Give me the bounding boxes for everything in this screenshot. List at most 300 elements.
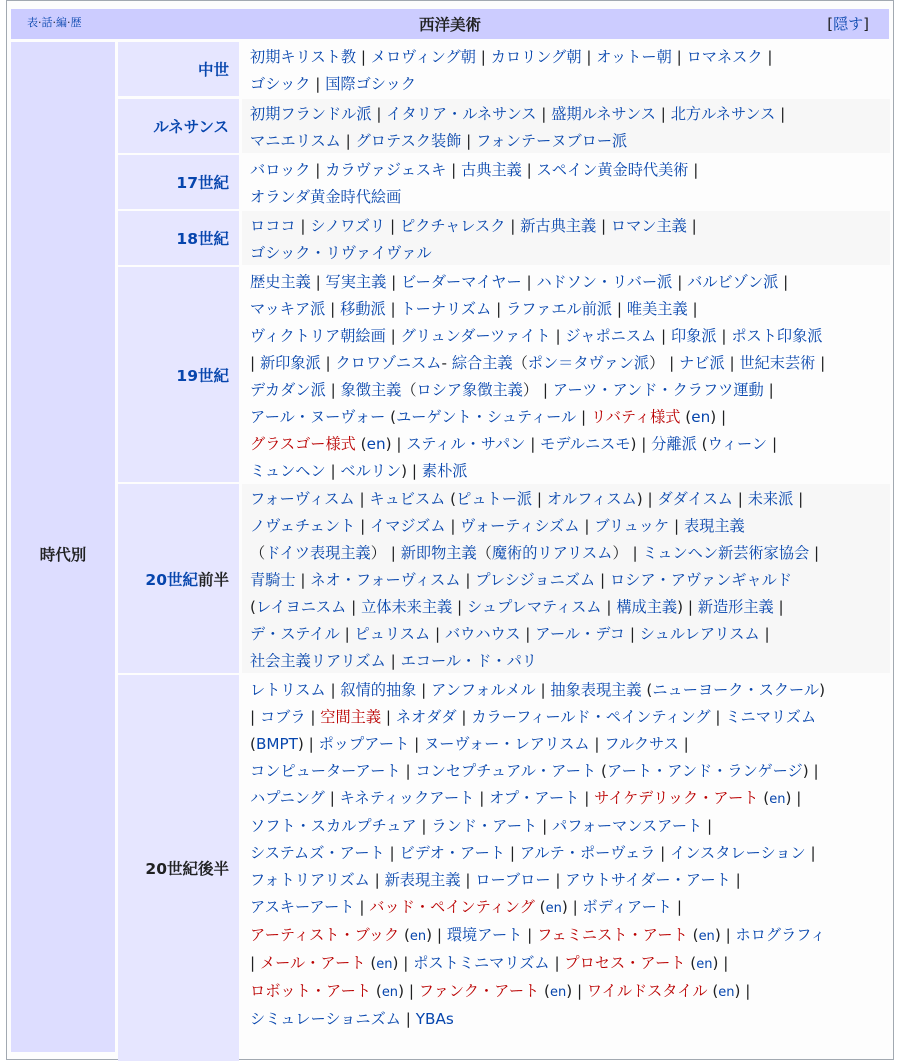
article-link[interactable]: 北方ルネサンス	[670, 105, 776, 123]
group-label-text: 時代別	[39, 545, 87, 564]
article-link[interactable]: 新即物主義	[400, 544, 477, 562]
separator-text: |	[678, 735, 689, 753]
article-link[interactable]: 世紀末芸術	[739, 354, 816, 372]
article-link[interactable]: スティル・サパン	[406, 435, 526, 453]
article-link[interactable]: ピュリスム	[354, 625, 431, 643]
separator-text: |	[595, 571, 610, 589]
article-link[interactable]: 未来派	[747, 490, 794, 508]
article-link[interactable]: キネティックアート	[339, 789, 475, 807]
separator-text: |	[535, 681, 551, 699]
article-link[interactable]: アスキーアート	[250, 898, 355, 916]
row-label	[118, 267, 239, 482]
article-link[interactable]: クロワゾニスム	[335, 354, 442, 372]
separator-text: (	[707, 982, 719, 1000]
separator-text: |	[793, 490, 804, 508]
separator-text: |	[688, 161, 699, 179]
article-link[interactable]: アウトサイダー・アート	[565, 871, 731, 889]
link-line	[250, 894, 890, 922]
row-link-list	[242, 267, 890, 482]
link-line	[250, 677, 890, 704]
article-link[interactable]: オットー朝	[596, 48, 672, 66]
article-link[interactable]: バルビゾン派	[687, 273, 779, 291]
link-line	[250, 184, 890, 211]
article-link[interactable]: 構成主義	[616, 598, 678, 616]
article-link[interactable]: ユーゲント・シュティール	[396, 408, 577, 426]
separator-text: |	[671, 48, 687, 66]
article-link[interactable]: 象徴主義	[340, 381, 402, 399]
article-link[interactable]: 国際ゴシック	[325, 75, 417, 93]
article-link[interactable]: オプ・アート	[489, 789, 580, 807]
hide-toggle: [隠す]	[827, 15, 869, 33]
row-link-list	[242, 484, 890, 673]
article-link[interactable]: 新造形主義	[697, 598, 774, 616]
separator-text: |	[371, 105, 387, 123]
article-link[interactable]: 青騎士	[250, 571, 296, 589]
row-label-link[interactable]: 18世紀	[176, 230, 229, 248]
article-link[interactable]: en	[769, 792, 786, 807]
article-link[interactable]: アルテ・ポーヴェラ	[519, 844, 656, 862]
article-link[interactable]: ランド・アート	[431, 817, 538, 835]
article-link[interactable]: en	[409, 929, 427, 944]
vte-links: 表·話·編·歴	[27, 16, 82, 29]
article-link[interactable]: 社会主義リアリズム	[250, 652, 386, 670]
article-link[interactable]: ロマネスク	[686, 48, 763, 66]
missing-article-link[interactable]: グラスゴー様式	[250, 435, 356, 453]
missing-article-link[interactable]: ワイルドスタイル	[586, 982, 708, 1000]
article-link[interactable]: en	[545, 901, 562, 916]
article-link[interactable]: ビーダーマイヤー	[401, 273, 522, 291]
separator-text: |	[581, 48, 597, 66]
row-label	[118, 675, 239, 1061]
row-label-link[interactable]: 中世	[197, 61, 229, 79]
article-link[interactable]: カラーフィールド・ペインティング	[471, 708, 711, 726]
article-link[interactable]: ミュンヘン	[250, 462, 326, 480]
separator-text: |	[355, 517, 371, 535]
article-link[interactable]: アーツ・アンド・クラフツ運動	[552, 381, 764, 399]
article-link[interactable]: BMPT	[255, 735, 298, 753]
article-link[interactable]: グリュンダーツァイト	[400, 327, 551, 345]
article-link[interactable]: トーナリズム	[400, 300, 492, 318]
separator-text: ) |	[401, 462, 422, 480]
link-line	[250, 101, 890, 128]
separator-text: |	[656, 327, 672, 345]
separator-text: ) |	[561, 898, 583, 916]
article-link[interactable]: 唯美主義	[626, 300, 688, 318]
missing-article-link[interactable]: プロセス・アート	[564, 954, 686, 972]
article-link[interactable]: ヴィクトリア朝絵画	[250, 327, 386, 345]
separator-text: |	[730, 871, 741, 889]
article-link[interactable]: 写実主義	[325, 273, 387, 291]
article-link[interactable]: en	[376, 957, 393, 972]
hide-link[interactable]: 隠す	[833, 15, 864, 33]
article-link[interactable]: アール・デコ	[535, 625, 625, 643]
article-link[interactable]: ネオ・フォーヴィスム	[310, 571, 461, 589]
separator-text: ) |	[385, 435, 407, 453]
separator-text: |	[250, 708, 260, 726]
separator-text: |	[295, 571, 311, 589]
link-line	[250, 567, 890, 594]
article-link[interactable]: カラヴァジェスキ	[325, 161, 447, 179]
missing-article-link[interactable]: 空間主義	[320, 708, 382, 726]
separator-text: |	[325, 381, 341, 399]
vte-edit-link[interactable]: 編	[56, 16, 67, 29]
separator-text: |	[809, 544, 820, 562]
separator-text: |	[521, 161, 537, 179]
separator-text: |	[474, 789, 490, 807]
row-label-link[interactable]: 20世紀	[145, 570, 198, 589]
article-link[interactable]: システムズ・アート	[250, 844, 385, 862]
separator-text: |	[385, 300, 401, 318]
article-link[interactable]: マッキア派	[250, 300, 326, 318]
separator-text: (	[250, 598, 256, 616]
article-link[interactable]: 抽象表現主義	[550, 681, 642, 699]
separator-text: |	[250, 354, 260, 372]
navbox-title-bar	[11, 9, 889, 39]
separator-text: ) |	[677, 598, 698, 616]
separator-text: (	[641, 681, 653, 699]
separator-text: ) |	[714, 926, 736, 944]
separator-text: |	[520, 625, 536, 643]
article-link[interactable]: 印象派	[671, 327, 717, 345]
article-link[interactable]: 環境アート	[446, 926, 523, 944]
separator-text: (	[539, 982, 550, 1000]
separator-text: |	[354, 898, 370, 916]
article-link[interactable]: ミュンヘン新芸術家協会	[642, 544, 810, 562]
article-link[interactable]: ゴシック	[250, 75, 311, 93]
missing-article-link[interactable]: リバティ様式	[591, 408, 681, 426]
article-link[interactable]: フォーヴィスム	[250, 490, 355, 508]
separator-text: (	[250, 735, 256, 753]
separator-text: |	[625, 625, 640, 643]
separator-text: |	[381, 708, 396, 726]
article-link[interactable]: ニューヨーク・スクール	[652, 681, 820, 699]
separator-text: (	[758, 789, 770, 807]
separator-text: |	[716, 327, 732, 345]
separator-text: |	[346, 598, 362, 616]
article-link[interactable]: コンピューターアート	[250, 762, 401, 780]
link-line	[250, 922, 890, 950]
missing-article-link[interactable]: フェミニスト・アート	[537, 926, 688, 944]
separator-text: |	[386, 273, 402, 291]
article-link[interactable]: シミュレーショニズム	[250, 1010, 401, 1028]
link-line	[250, 513, 890, 540]
separator-text: |	[452, 598, 467, 616]
article-link[interactable]: 歴史主義	[250, 273, 311, 291]
article-link[interactable]: キュビスム	[369, 490, 446, 508]
separator-text: |	[550, 327, 566, 345]
separator-text: |	[710, 708, 726, 726]
link-line	[250, 157, 890, 184]
article-link[interactable]: en	[696, 957, 713, 972]
article-link[interactable]: デ・ステイル	[250, 625, 340, 643]
article-link[interactable]: レトリスム	[250, 681, 326, 699]
separator-text: (	[596, 762, 607, 780]
separator-text: |	[763, 381, 774, 399]
article-link[interactable]: ウィーン	[707, 435, 768, 453]
article-link[interactable]: マニエリスム	[250, 132, 341, 150]
article-link[interactable]: ローブロー	[475, 871, 551, 889]
row-link-list	[242, 211, 890, 265]
separator-text: |	[589, 735, 605, 753]
link-line	[250, 213, 890, 240]
article-link[interactable]: 初期キリスト教	[250, 48, 357, 66]
link-line	[250, 240, 890, 267]
article-link[interactable]: ソフト・スカルプチュア	[250, 817, 417, 835]
separator-text: （	[512, 354, 528, 372]
separator-text: |	[550, 871, 566, 889]
article-link[interactable]: 新印象派	[259, 354, 321, 372]
row-label-link[interactable]: 19世紀	[176, 366, 229, 385]
article-link[interactable]: アンフォルメル	[431, 681, 536, 699]
vte-history-link[interactable]: 歴	[70, 16, 82, 29]
row-link-list	[242, 675, 890, 1061]
article-link[interactable]: バロック	[250, 161, 311, 179]
article-link[interactable]: メロヴィング朝	[370, 48, 476, 66]
separator-text: (	[355, 435, 367, 453]
article-link[interactable]: 表現主義	[683, 517, 745, 535]
row-link-list	[242, 42, 890, 96]
separator-text: |	[446, 161, 462, 179]
separator-text: |	[354, 490, 370, 508]
article-link[interactable]: カロリング朝	[490, 48, 582, 66]
link-line	[250, 648, 890, 675]
link-line	[250, 458, 890, 485]
missing-article-link[interactable]: アーティスト・ブック	[250, 926, 400, 944]
separator-text: ) |	[734, 982, 751, 1000]
link-line	[250, 128, 890, 155]
article-link[interactable]: シュプレマティスム	[467, 598, 602, 616]
article-link[interactable]: オルフィスム	[546, 490, 637, 508]
article-link[interactable]: ポスト印象派	[731, 327, 823, 345]
separator-text: -	[441, 354, 452, 372]
article-link[interactable]: イタリア・ルネサンス	[386, 105, 537, 123]
separator-text: |	[445, 517, 461, 535]
separator-text: |	[340, 132, 356, 150]
article-link[interactable]: スペイン黄金時代美術	[536, 161, 689, 179]
separator-text: |	[310, 75, 326, 93]
link-line	[250, 731, 890, 758]
article-link[interactable]: ナビ派	[679, 354, 725, 372]
article-link[interactable]: ダダイスム	[657, 490, 733, 508]
separator-text: |	[525, 435, 541, 453]
article-link[interactable]: ロシア象徴主義	[416, 381, 523, 399]
article-link[interactable]: en	[718, 985, 735, 1000]
article-link[interactable]: 素朴派	[421, 462, 468, 480]
article-link[interactable]: 初期フランドル派	[250, 105, 372, 123]
separator-text: )	[819, 681, 826, 699]
article-link[interactable]: ミニマリズム	[725, 708, 817, 726]
row-label-text: 前半	[197, 570, 229, 589]
row-label-link[interactable]: ルネサンス	[153, 118, 229, 136]
article-link[interactable]: 分離派	[651, 435, 697, 453]
separator-text: |	[532, 490, 547, 508]
separator-text: |	[669, 517, 684, 535]
separator-text: (	[399, 926, 410, 944]
separator-text: |	[475, 48, 491, 66]
separator-text: （	[401, 381, 417, 399]
article-link[interactable]: 盛期ルネサンス	[551, 105, 656, 123]
article-link[interactable]: バウハウス	[444, 625, 521, 643]
article-link[interactable]: ヌーヴォー・レアリスム	[424, 735, 590, 753]
article-link[interactable]: 綜合主義	[451, 354, 513, 372]
separator-text: |	[310, 273, 326, 291]
missing-article-link[interactable]: ファンク・アート	[418, 982, 540, 1000]
separator-text: |	[325, 681, 341, 699]
article-link[interactable]: ヴォーティシズム	[460, 517, 580, 535]
article-link[interactable]: ホログラフィ	[735, 926, 826, 944]
separator-text: |	[762, 48, 773, 66]
article-link[interactable]: en	[698, 929, 715, 944]
link-line	[250, 867, 890, 894]
link-line	[250, 950, 890, 978]
article-link[interactable]: 立体未来主義	[361, 598, 453, 616]
article-link[interactable]: シノワズリ	[310, 217, 386, 235]
article-link[interactable]: イマジズム	[370, 517, 446, 535]
article-link[interactable]: ノヴェチェント	[250, 517, 356, 535]
article-link[interactable]: ネオダダ	[395, 708, 457, 726]
separator-text: |	[339, 625, 355, 643]
separator-text: (	[365, 954, 377, 972]
article-link[interactable]: ボディアート	[582, 898, 672, 916]
separator-text: |	[815, 354, 826, 372]
vte-view-link[interactable]: 表	[27, 16, 38, 29]
row-link-list	[242, 99, 890, 153]
separator-text: |	[686, 217, 697, 235]
article-link[interactable]: 新古典主義	[520, 217, 597, 235]
article-link[interactable]: en	[691, 408, 711, 426]
separator-text: |	[702, 817, 713, 835]
navbox-title: 西洋美術	[418, 16, 481, 34]
article-link[interactable]: デカダン派	[250, 381, 326, 399]
article-link[interactable]: コブラ	[259, 708, 306, 726]
separator-text: ) |	[392, 954, 414, 972]
link-line	[250, 269, 890, 296]
article-link[interactable]: グロテスク装飾	[355, 132, 462, 150]
article-link[interactable]: en	[549, 985, 567, 1000]
article-link[interactable]: ロココ	[250, 217, 296, 235]
article-link[interactable]: アート・アンド・ランゲージ	[606, 762, 803, 780]
link-line	[250, 486, 890, 513]
article-link[interactable]: オランダ黄金時代絵画	[250, 188, 402, 206]
article-link[interactable]: エコール・ド・パリ	[400, 652, 537, 670]
separator-text: |	[596, 217, 611, 235]
article-link[interactable]: 古典主義	[461, 161, 522, 179]
separator-text: |	[385, 217, 400, 235]
separator-text: |	[601, 598, 617, 616]
article-link[interactable]: ポン＝タヴァン派	[527, 354, 650, 372]
row-label-text: 20世紀後半	[145, 860, 229, 878]
article-link[interactable]: 新表現主義	[384, 871, 461, 889]
article-link[interactable]: インスタレーション	[670, 844, 806, 862]
separator-text: (	[385, 408, 397, 426]
article-link[interactable]: ベルリン	[340, 462, 402, 480]
article-link[interactable]: ブリュッケ	[594, 517, 670, 535]
article-link[interactable]: ポストミニマリズム	[413, 954, 550, 972]
article-link[interactable]: コンセプチュアル・アート	[415, 762, 597, 780]
article-link[interactable]: パフォーマンスアート	[552, 817, 703, 835]
article-link[interactable]: フォンテーヌブロー派	[476, 132, 628, 150]
separator-text: |	[537, 817, 553, 835]
missing-article-link[interactable]: メール・アート	[259, 954, 366, 972]
article-link[interactable]: ロシア・アヴァンギャルド	[609, 571, 793, 589]
missing-article-link[interactable]: ロボット・アート	[250, 982, 372, 1000]
link-line	[250, 785, 890, 813]
article-link[interactable]: モデルニスモ	[540, 435, 631, 453]
separator-text: |	[385, 327, 401, 345]
missing-article-link[interactable]: サイケデリック・アート	[594, 789, 759, 807]
separator-text: |	[549, 954, 565, 972]
link-line	[250, 71, 890, 98]
article-link[interactable]: ラファエル前派	[506, 300, 613, 318]
separator-text: (	[685, 954, 697, 972]
separator-text: |	[579, 517, 595, 535]
article-link[interactable]: 移動派	[340, 300, 386, 318]
row-label	[118, 155, 239, 209]
article-link[interactable]: フルクサス	[604, 735, 679, 753]
separator-text: |	[356, 48, 371, 66]
article-link[interactable]: ピクチャレスク	[400, 217, 506, 235]
separator-text: |	[522, 926, 538, 944]
link-line	[250, 840, 890, 867]
link-line	[250, 44, 890, 71]
article-link[interactable]: YBAs	[415, 1010, 454, 1028]
article-link[interactable]: 叙情的抽象	[340, 681, 417, 699]
separator-text: （	[250, 544, 266, 562]
separator-text: |	[295, 217, 311, 235]
vte-talk-link[interactable]: 話	[41, 16, 53, 29]
separator-text: |	[416, 817, 432, 835]
link-line	[250, 978, 890, 1006]
separator-text: |	[805, 844, 816, 862]
separator-text: |	[767, 435, 778, 453]
separator-text: |	[775, 105, 786, 123]
article-link[interactable]: ポップアート	[318, 735, 410, 753]
article-link[interactable]: en	[381, 985, 399, 1000]
separator-text: |	[325, 300, 341, 318]
article-link[interactable]: アール・ヌーヴォー	[250, 408, 386, 426]
row-label-link[interactable]: 17世紀	[176, 174, 229, 192]
article-link[interactable]: シュルレアリスム	[639, 625, 760, 643]
article-link[interactable]: プレシジョニズム	[475, 571, 596, 589]
article-link[interactable]: 魔術的リアリスム	[491, 544, 613, 562]
article-link[interactable]: ピュトー派	[456, 490, 533, 508]
article-link[interactable]: ドイツ表現主義	[265, 544, 371, 562]
row-label	[118, 211, 239, 265]
link-line	[250, 431, 890, 458]
article-link[interactable]: ゴシック・リヴァイヴァル	[250, 244, 432, 262]
separator-text: (	[371, 982, 382, 1000]
separator-text: |	[369, 871, 385, 889]
article-link[interactable]: ハドソン・リバー派	[536, 273, 673, 291]
article-link[interactable]: ビデオ・アート	[399, 844, 506, 862]
row-link-list	[242, 155, 890, 209]
separator-text: |	[655, 105, 671, 123]
separator-text: |	[724, 354, 740, 372]
article-link[interactable]: フォトリアリズム	[250, 871, 370, 889]
separator-text: ) |	[636, 490, 658, 508]
separator-text: |	[305, 708, 321, 726]
article-link[interactable]: ハプニング	[250, 789, 325, 807]
article-link[interactable]: en	[366, 435, 386, 453]
link-line	[250, 350, 890, 377]
missing-article-link[interactable]: バッド・ペインティング	[369, 898, 535, 916]
article-link[interactable]: ジャポニスム	[565, 327, 657, 345]
article-link[interactable]: レイヨニスム	[255, 598, 347, 616]
article-link[interactable]: ロマン主義	[610, 217, 687, 235]
link-line	[250, 813, 890, 840]
separator-text: (	[680, 408, 692, 426]
separator-text: |	[687, 300, 698, 318]
